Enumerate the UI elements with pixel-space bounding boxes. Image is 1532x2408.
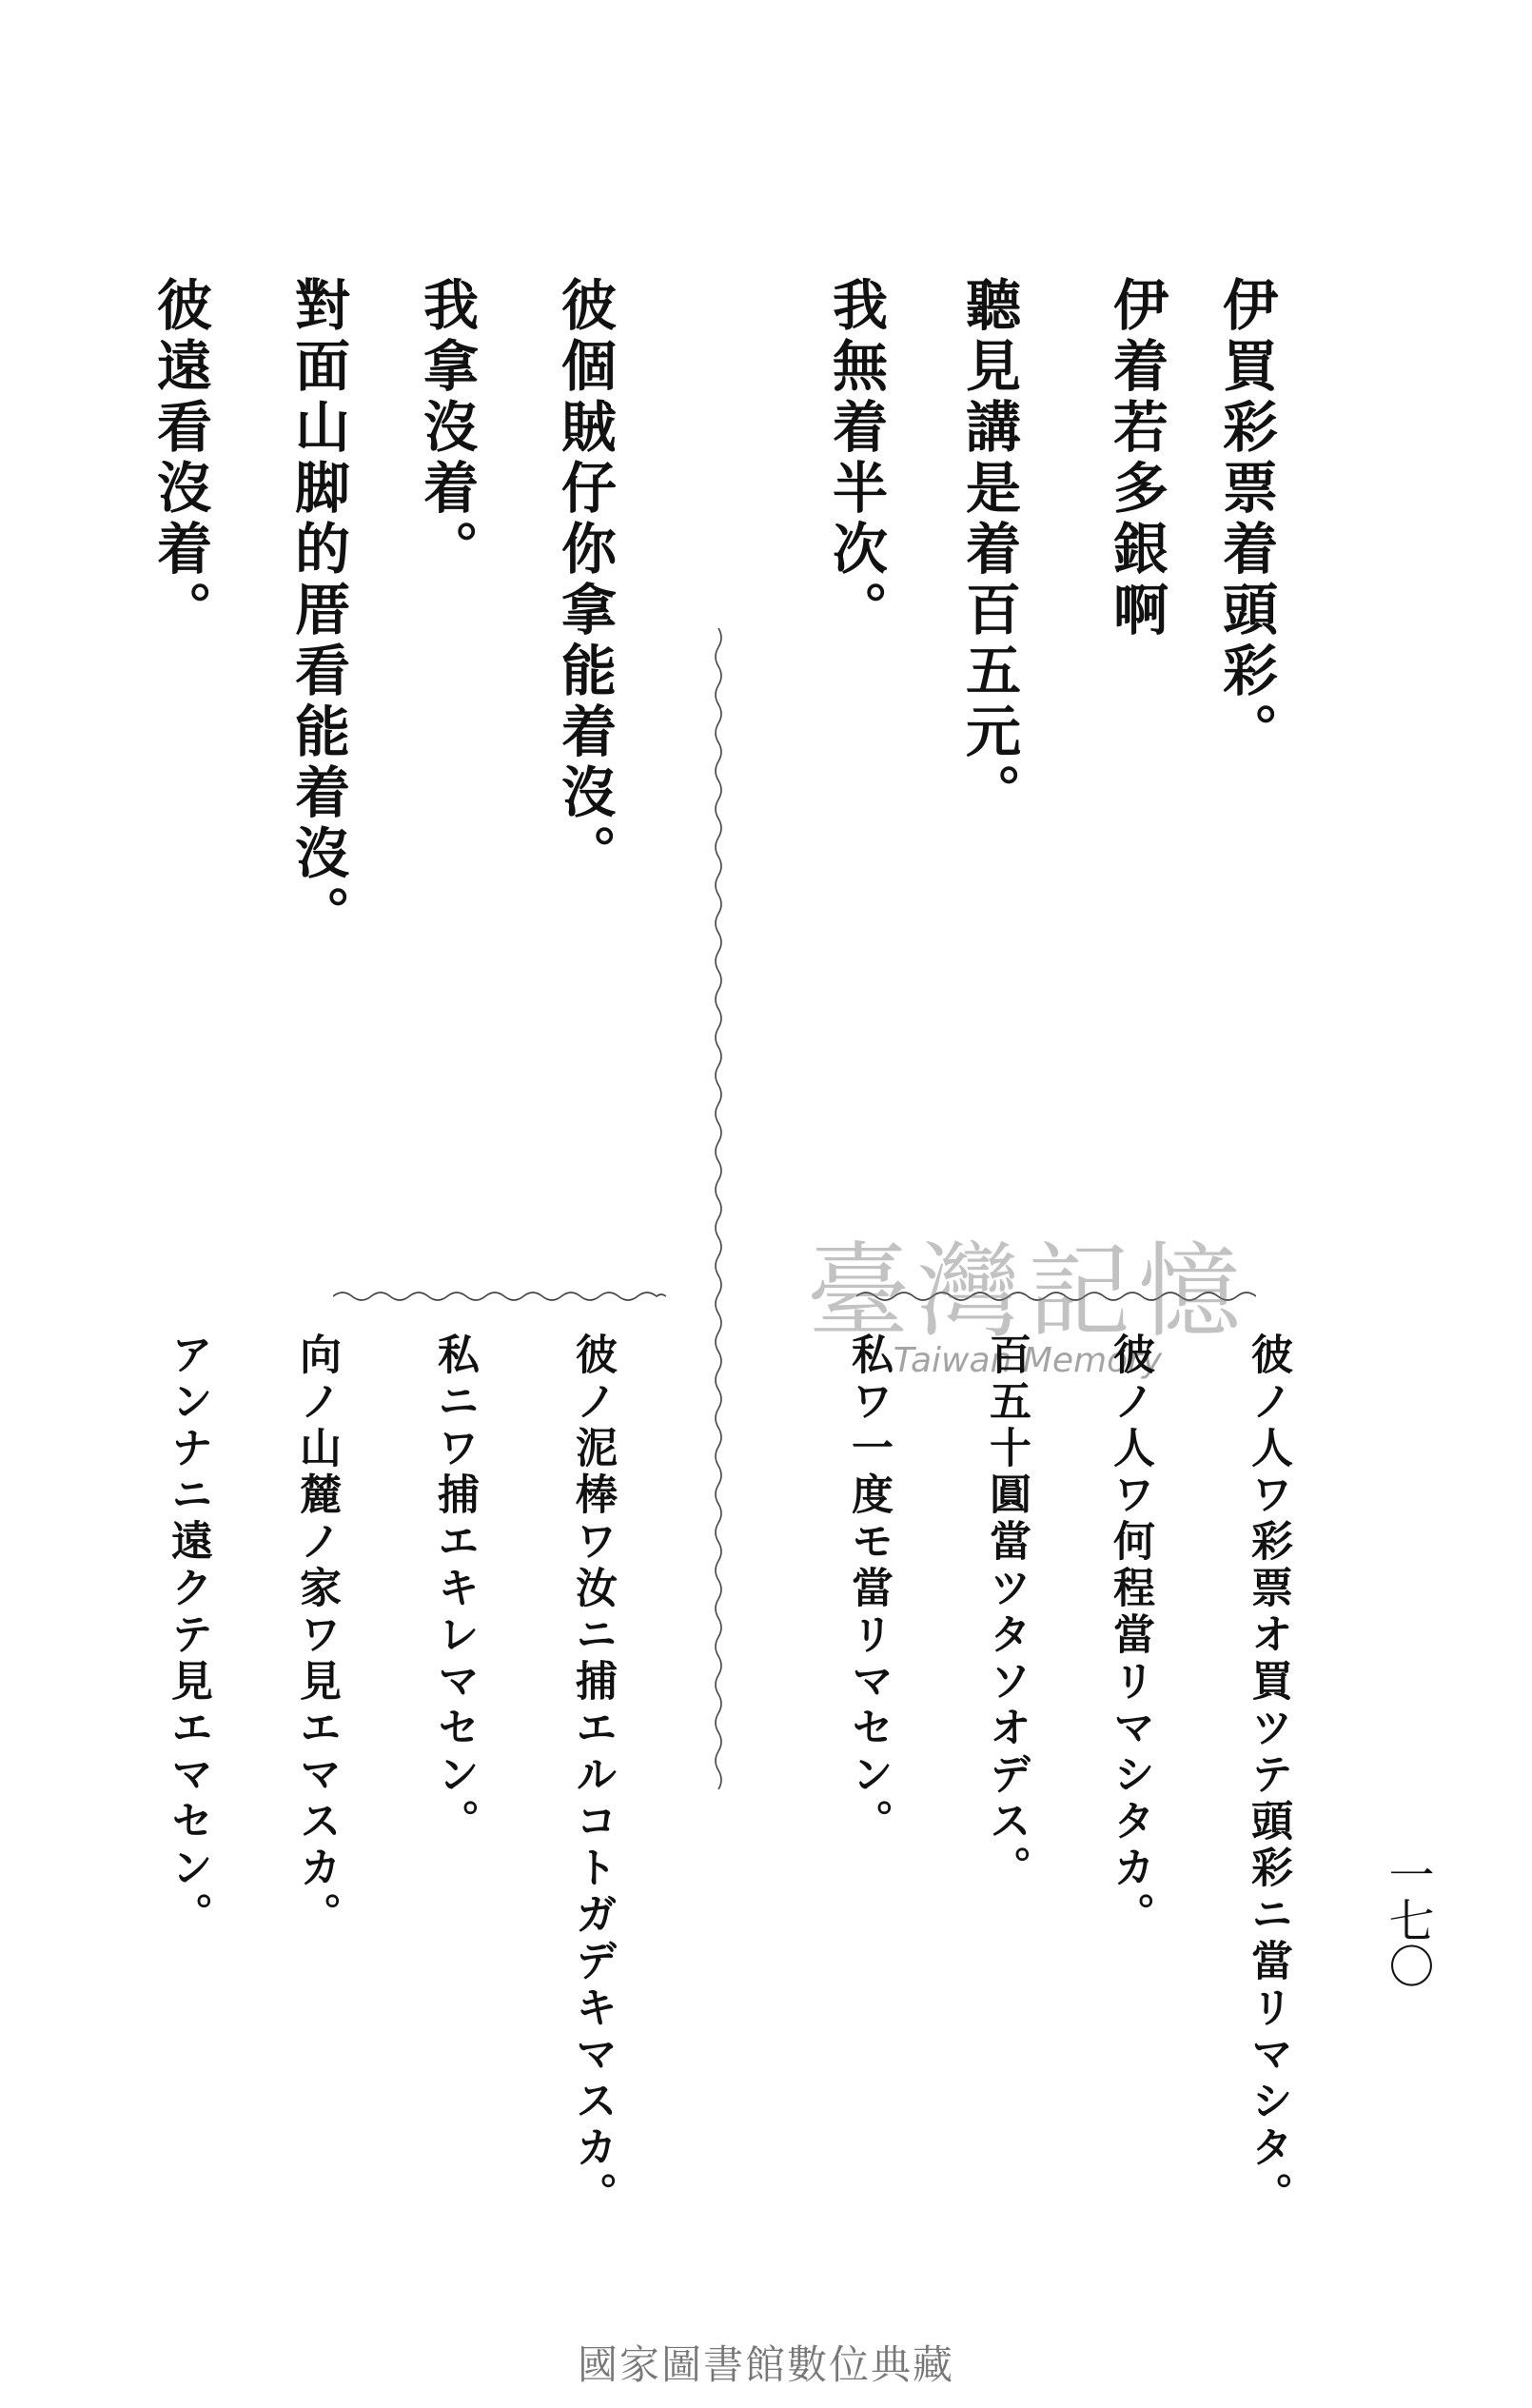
vertical-wavy-divider — [712, 628, 725, 1789]
watermark-en: Taiwan Memory — [893, 1341, 1163, 1380]
japanese-line-6: 私ニワ捕エキレマセン。 — [430, 1332, 479, 1845]
taiwanese-line-6: 我拿沒着。 — [414, 276, 479, 581]
japanese-line-8: アンナニ遠クテ見エマセン。 — [164, 1332, 212, 1939]
taiwanese-line-8: 彼遠看沒着。 — [147, 276, 212, 641]
horizontal-wavy-divider-left — [333, 1285, 666, 1308]
watermark-cjk: 臺灣記憶 — [806, 1233, 1248, 1352]
page-number: 一七〇 — [1381, 1851, 1434, 1988]
taiwanese-line-7: 對面山脚的厝看能着沒。 — [285, 276, 350, 946]
japanese-line-1: 彼ノ人ワ彩票オ買ツテ頭彩ニ當リマシタ。 — [1244, 1332, 1292, 2219]
footer-caption: 國家圖書館數位典藏 — [577, 2341, 954, 2388]
japanese-line-3: 百五十圓當ツタソオデス。 — [982, 1332, 1031, 1892]
taiwanese-line-5: 彼個賊仔你拿能着沒。 — [552, 276, 617, 885]
taiwanese-line-4: 我無着半次。 — [823, 276, 888, 641]
japanese-line-7: 向ノ山麓ノ家ワ見エマスカ。 — [292, 1332, 341, 1939]
japanese-line-2: 彼ノ人ワ何程當リマシタカ。 — [1106, 1332, 1154, 1939]
japanese-line-4: 私ワ一度モ當リマセン。 — [844, 1332, 893, 1845]
taiwanese-line-2: 伊着若多銀啊 — [1104, 276, 1169, 641]
taiwanese-line-1: 伊買彩票着頭彩。 — [1213, 276, 1278, 763]
japanese-line-5: 彼ノ泥棒ワ汝ニ捕エルコトガデキマスカ。 — [568, 1332, 617, 2219]
taiwanese-line-3: 聽見講是着百五元。 — [956, 276, 1021, 824]
